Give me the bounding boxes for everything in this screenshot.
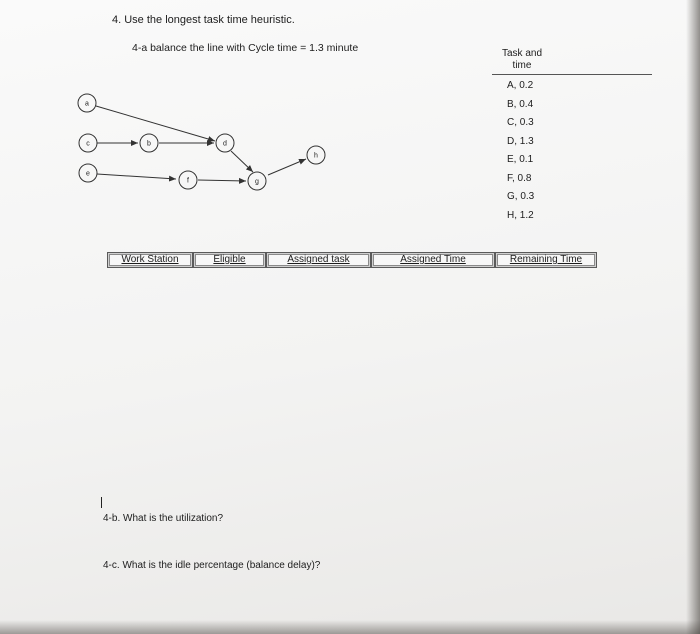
node-a bbox=[78, 94, 96, 112]
node-d bbox=[216, 134, 234, 152]
question-part-a: 4-a balance the line with Cycle time = 1.3 minute bbox=[132, 42, 359, 54]
node-b bbox=[140, 134, 158, 152]
edge-a-d bbox=[96, 106, 215, 141]
node-h-label: h bbox=[314, 152, 318, 160]
node-e bbox=[79, 164, 97, 182]
header-work-station: Work Station bbox=[107, 252, 193, 268]
task-time-row: E, 0.1 bbox=[507, 154, 534, 165]
task-table-header-line2: time bbox=[512, 60, 532, 71]
node-a-label: a bbox=[85, 100, 89, 108]
question-part-b: 4-b. What is the utilization? bbox=[103, 513, 224, 524]
node-d-label: d bbox=[223, 140, 227, 148]
task-time-row: F, 0.8 bbox=[507, 172, 532, 184]
node-f bbox=[179, 171, 197, 189]
node-h bbox=[307, 146, 325, 164]
header-remaining-time: Remaining Time bbox=[495, 252, 597, 268]
header-assigned-task: Assigned task bbox=[266, 252, 371, 268]
page-bottom-shadow bbox=[0, 620, 700, 634]
task-time-row: B, 0.4 bbox=[507, 98, 534, 110]
node-g-label: g bbox=[255, 178, 259, 186]
header-assigned-time: Assigned Time bbox=[371, 252, 495, 268]
task-time-row: G, 0.3 bbox=[507, 191, 535, 202]
task-time-row: H, 1.2 bbox=[507, 209, 534, 221]
text-cursor bbox=[101, 497, 102, 508]
question-part-c: 4-c. What is the idle percentage (balance delay)? bbox=[103, 560, 321, 571]
node-c-label: c bbox=[86, 140, 90, 148]
task-table-header-line1: Task and bbox=[501, 48, 543, 59]
edge-f-g bbox=[198, 180, 246, 181]
node-e-label: e bbox=[86, 170, 90, 178]
task-time-row: D, 1.3 bbox=[507, 135, 534, 147]
edge-e-f bbox=[97, 174, 176, 179]
edge-d-g bbox=[231, 151, 253, 172]
node-f-label: f bbox=[187, 177, 189, 185]
page-edge-shadow bbox=[686, 0, 700, 634]
node-c bbox=[79, 134, 97, 152]
task-time-row: C, 0.3 bbox=[507, 117, 534, 128]
task-time-row: A, 0.2 bbox=[507, 80, 534, 91]
node-g bbox=[248, 172, 266, 190]
question-title: 4. Use the longest task time heuristic. bbox=[112, 14, 295, 26]
header-eligible: Eligible bbox=[193, 252, 266, 268]
node-b-label: b bbox=[147, 140, 151, 148]
edge-g-h bbox=[268, 159, 306, 175]
